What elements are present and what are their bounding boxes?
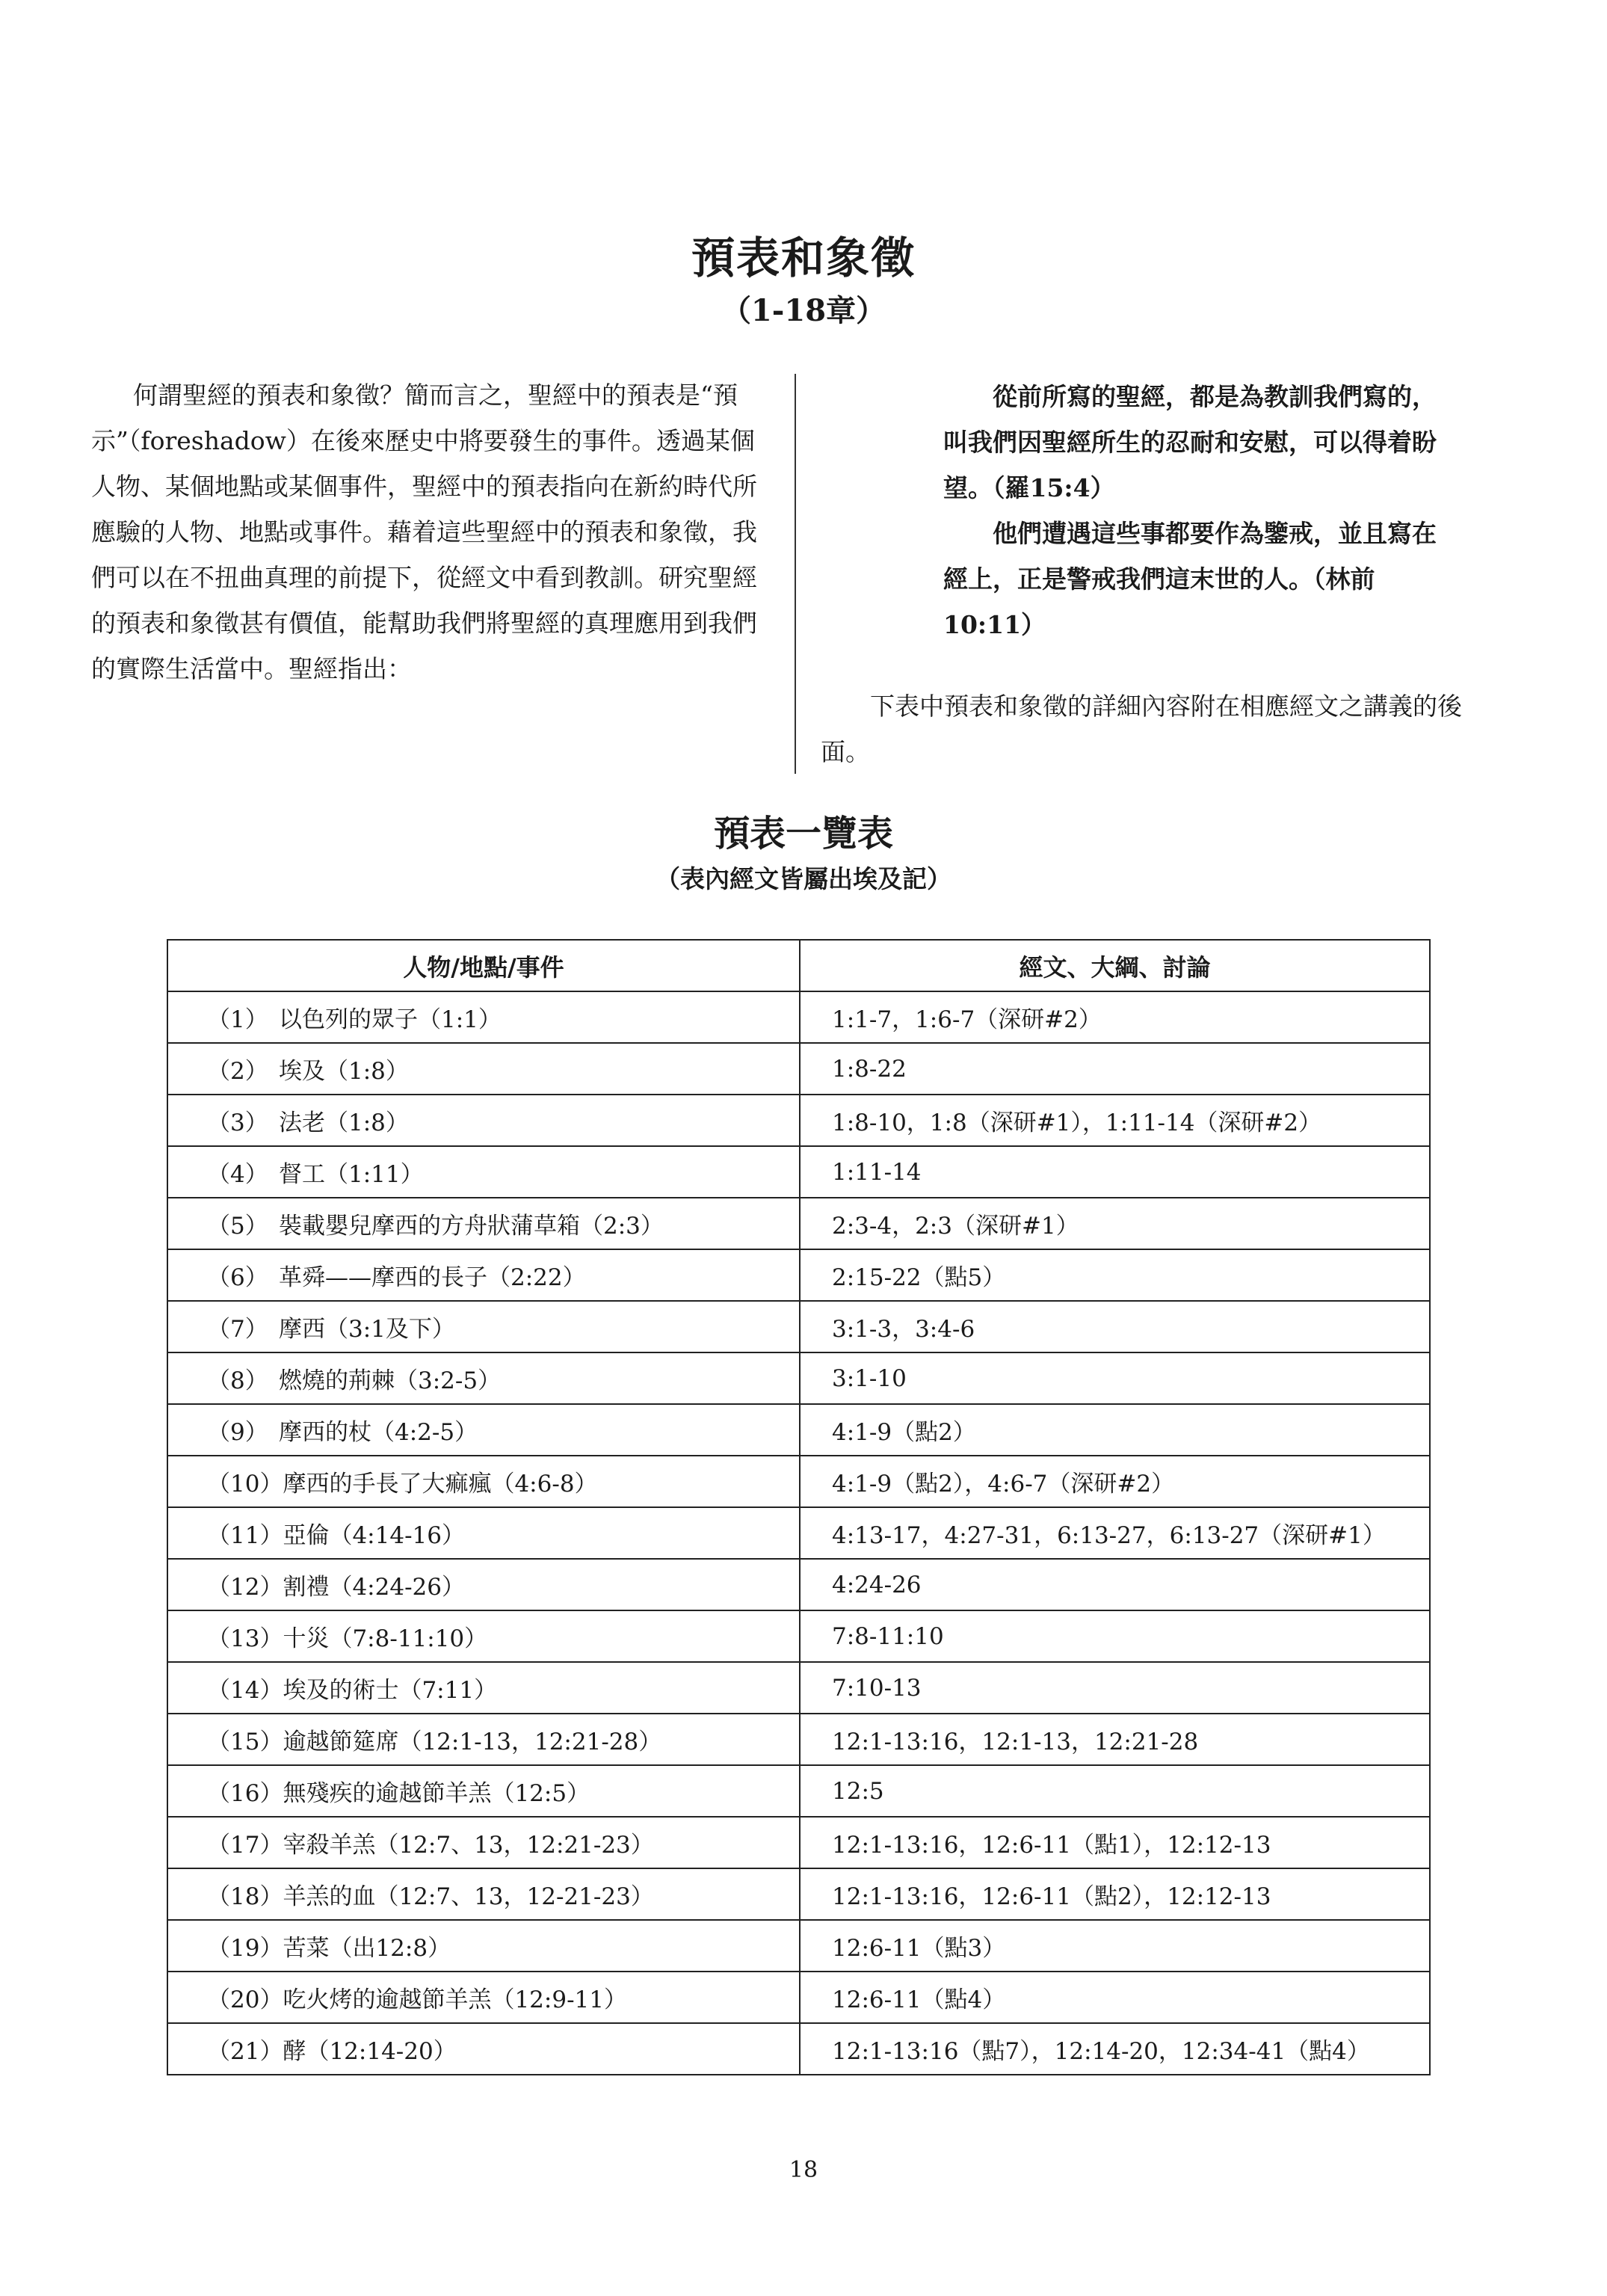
cell-item [167, 1146, 800, 1198]
row-item: 酵（12:14-20） [283, 2038, 457, 2065]
cell-references: 1:11-14 [800, 1146, 1430, 1198]
row-number: （7） [207, 1316, 268, 1343]
table-row [167, 1198, 1430, 1249]
row-number: （6） [207, 1264, 268, 1291]
table-row [167, 1249, 1430, 1301]
cell-item [167, 1868, 800, 1920]
row-item: 摩西的杖（4:2-5） [279, 1419, 478, 1446]
chapter-range: （1-18章） [721, 293, 886, 328]
scripture-quote-corinthians: 他們遭遇這些事都要作為鑒戒，並且寫在經上，正是警戒我們這末世的人。（林前10:11） [943, 519, 1437, 639]
cell-references: 12:1-13:16（點7），12:14-20，12:34-41（點4） [800, 2023, 1430, 2075]
row-number: （16） [207, 1780, 283, 1807]
row-item: 督工（1:11） [279, 1161, 424, 1188]
cell-item [167, 1301, 800, 1352]
cell-references: 12:6-11（點4） [800, 1972, 1430, 2023]
row-item: 亞倫（4:14-16） [283, 1522, 465, 1549]
row-number: （2） [207, 1058, 268, 1085]
row-number: （20） [207, 1986, 283, 2013]
table-row [167, 1146, 1430, 1198]
scripture-quotes [943, 374, 1446, 647]
row-number: （5） [207, 1213, 268, 1240]
cell-item [167, 1456, 800, 1507]
cell-references: 12:1-13:16，12:1-13，12:21-28 [800, 1714, 1430, 1765]
cell-references: 12:1-13:16，12:6-11（點2），12:12-13 [800, 1868, 1430, 1920]
cell-item [167, 991, 800, 1043]
cell-references: 2:3-4，2:3（深研#1） [800, 1198, 1430, 1249]
row-number: （10） [207, 1471, 283, 1498]
types-table [167, 939, 1431, 2075]
row-number: （1） [207, 1006, 268, 1033]
row-item: 埃及（1:8） [279, 1058, 409, 1085]
table-title: 預表一覽表 [713, 813, 893, 855]
row-item: 燃燒的荊棘（3:2-5） [279, 1367, 502, 1394]
cell-references: 4:13-17，4:27-31，6:13-27，6:13-27（深研#1） [800, 1507, 1430, 1559]
cell-references: 7:10-13 [800, 1662, 1430, 1714]
row-number: （4） [207, 1161, 268, 1188]
cell-references: 3:1-3，3:4-6 [800, 1301, 1430, 1352]
cell-item [167, 1610, 800, 1662]
cell-item [167, 1765, 800, 1817]
cell-references: 1:8-22 [800, 1043, 1430, 1095]
row-number: （17） [207, 1832, 283, 1859]
row-item: 摩西的手長了大痲瘋（4:6-8） [283, 1471, 598, 1498]
table-header-row [167, 940, 1430, 991]
cell-references: 1:1-7，1:6-7（深研#2） [800, 991, 1430, 1043]
cell-item [167, 1249, 800, 1301]
row-item: 吃火烤的逾越節羊羔（12:9-11） [283, 1986, 627, 2013]
cell-item [167, 1714, 800, 1765]
row-number: （18） [207, 1883, 283, 1910]
column-header-item: 人物/地點/事件 [167, 940, 800, 991]
cell-references: 12:1-13:16，12:6-11（點1），12:12-13 [800, 1817, 1430, 1868]
table-row [167, 991, 1430, 1043]
row-number: （14） [207, 1677, 283, 1704]
cell-references: 4:1-9（點2） [800, 1404, 1430, 1456]
cell-item [167, 1404, 800, 1456]
row-item: 法老（1:8） [279, 1109, 409, 1136]
table-subtitle: （表內經文皆屬出埃及記） [656, 864, 951, 893]
row-number: （13） [207, 1625, 283, 1652]
cell-references: 3:1-10 [800, 1352, 1430, 1404]
row-number: （9） [207, 1419, 268, 1446]
table-row [167, 1920, 1430, 1972]
cell-references: 7:8-11:10 [800, 1610, 1430, 1662]
row-item: 革舜——摩西的長子（2:22） [279, 1264, 586, 1291]
cell-references: 12:6-11（點3） [800, 1920, 1430, 1972]
cell-references: 12:5 [800, 1765, 1430, 1817]
table-row [167, 1404, 1430, 1456]
cell-references: 4:24-26 [800, 1559, 1430, 1610]
row-item: 逾越節筵席（12:1-13，12:21-28） [283, 1729, 662, 1755]
row-item: 宰殺羊羔（12:7、13，12:21-23） [283, 1832, 654, 1859]
column-header-references: 經文、大綱、討論 [800, 940, 1430, 991]
scripture-quote-romans: 從前所寫的聖經，都是為教訓我們寫的，叫我們因聖經所生的忍耐和安慰，可以得着盼望。（羅15:4） [943, 382, 1437, 502]
row-number: （12） [207, 1574, 283, 1601]
cell-item [167, 1198, 800, 1249]
table-row [167, 1456, 1430, 1507]
row-number: （11） [207, 1522, 283, 1549]
row-number: （19） [207, 1935, 283, 1962]
cell-item [167, 1095, 800, 1146]
row-item: 割禮（4:24-26） [283, 1574, 465, 1601]
cell-references: 1:8-10，1:8（深研#1），1:11-14（深研#2） [800, 1095, 1430, 1146]
cell-item [167, 1507, 800, 1559]
cell-item [167, 1662, 800, 1714]
table-row [167, 1868, 1430, 1920]
table-row [167, 1817, 1430, 1868]
table-row [167, 1559, 1430, 1610]
cell-item [167, 1043, 800, 1095]
table-row [167, 2023, 1430, 2075]
row-number: （15） [207, 1729, 283, 1755]
row-item: 以色列的眾子（1:1） [279, 1006, 502, 1033]
cell-references: 2:15-22（點5） [800, 1249, 1430, 1301]
table-row [167, 1714, 1430, 1765]
table-row [167, 1095, 1430, 1146]
cell-item [167, 2023, 800, 2075]
row-item: 苦菜（出12:8） [283, 1935, 451, 1962]
table-note: 下表中預表和象徵的詳細內容附在相應經文之講義的後面。 [821, 692, 1462, 766]
cell-references: 4:1-9（點2），4:6-7（深研#2） [800, 1456, 1430, 1507]
table-row [167, 1301, 1430, 1352]
cell-item [167, 1972, 800, 2023]
table-row [167, 1352, 1430, 1404]
table-body [167, 991, 1430, 2075]
row-item: 無殘疾的逾越節羊羔（12:5） [283, 1780, 590, 1807]
row-item: 摩西（3:1及下） [279, 1316, 455, 1343]
row-item: 十災（7:8-11:10） [283, 1625, 488, 1652]
table-row [167, 1610, 1430, 1662]
table-row [167, 1043, 1430, 1095]
cell-item [167, 1352, 800, 1404]
cell-item [167, 1559, 800, 1610]
page-title: 預表和象徵 [691, 233, 916, 283]
table-row [167, 1507, 1430, 1559]
row-number: （3） [207, 1109, 268, 1136]
row-number: （8） [207, 1367, 268, 1394]
intro-paragraph: 何謂聖經的預表和象徵？簡而言之，聖經中的預表是“預示”（foreshadow）在後來歷史中將要發生的事件。透過某個人物、某個地點或某個事件，聖經中的預表指向在新約時代所應驗的人物、地點或事件。藉着這些聖經中的預表和象徵，我們可以在不扭曲真理的前提下，從經文中看到教訓。研究聖經的預表和象徵甚有價值，能幫助我們將聖經的真理應用到我們的實際生活當中。聖經指出： [91, 381, 757, 683]
table-row [167, 1972, 1430, 2023]
page-number: 18 [789, 2157, 818, 2183]
table-row [167, 1765, 1430, 1817]
row-item: 羊羔的血（12:7、13，12-21-23） [283, 1883, 654, 1910]
row-item: 埃及的術士（7:11） [283, 1677, 498, 1704]
cell-item [167, 1817, 800, 1868]
table-row [167, 1662, 1430, 1714]
row-number: （21） [207, 2038, 283, 2065]
row-item: 裝載嬰兒摩西的方舟狀蒲草箱（2:3） [279, 1213, 664, 1240]
cell-item [167, 1920, 800, 1972]
column-divider [795, 374, 796, 774]
